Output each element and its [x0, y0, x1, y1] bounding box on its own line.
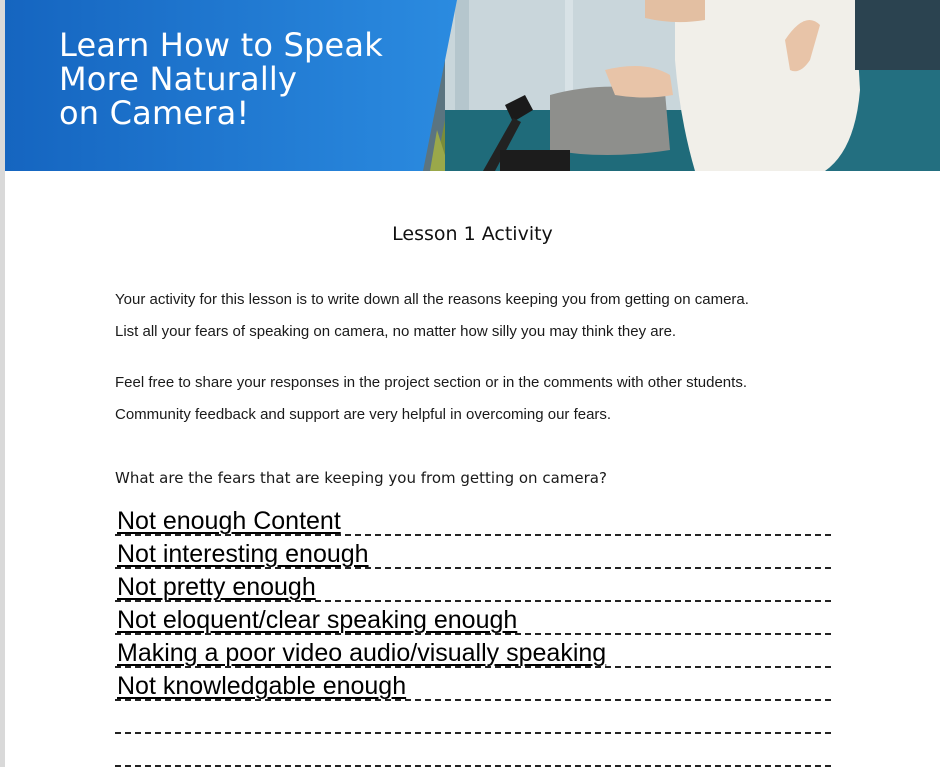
instructions-paragraph [115, 284, 875, 348]
answer-row[interactable] [115, 536, 831, 569]
answer-text: Not eloquent/clear speaking enough [117, 606, 518, 634]
banner-title [59, 28, 383, 130]
instructions-line: List all your fears of speaking on camera, no matter how silly you may think they are. [115, 323, 677, 340]
instructions-line: Your activity for this lesson is to write down all the reasons keeping you from getting on camera. [115, 291, 749, 308]
sharing-paragraph [115, 367, 875, 431]
banner-title-line: Learn How to Speak [59, 26, 383, 64]
answer-row[interactable] [115, 503, 831, 536]
question-prompt: What are the fears that are keeping you from getting on camera? [115, 469, 607, 487]
answer-row[interactable] [115, 569, 831, 602]
sharing-line: Community feedback and support are very helpful in overcoming our fears. [115, 406, 612, 423]
banner-title-line: More Naturally [59, 60, 298, 98]
banner-title-line: on Camera! [59, 94, 250, 132]
answer-row[interactable] [115, 701, 831, 734]
lesson-heading: Lesson 1 Activity [392, 223, 553, 245]
answer-row[interactable] [115, 734, 831, 767]
worksheet-page [5, 0, 940, 767]
answer-text: Making a poor video audio/visually speaking [117, 639, 607, 667]
header-banner [5, 0, 940, 171]
answer-row[interactable] [115, 602, 831, 635]
answer-text: Not enough Content [117, 507, 341, 535]
answer-text: Not interesting enough [117, 540, 369, 568]
answer-row[interactable] [115, 668, 831, 701]
answer-list [115, 503, 831, 767]
sharing-line: Feel free to share your responses in the project section or in the comments with other students. [115, 374, 747, 391]
answer-text: Not pretty enough [117, 573, 316, 601]
answer-row[interactable] [115, 635, 831, 668]
answer-text: Not knowledgable enough [117, 672, 407, 700]
